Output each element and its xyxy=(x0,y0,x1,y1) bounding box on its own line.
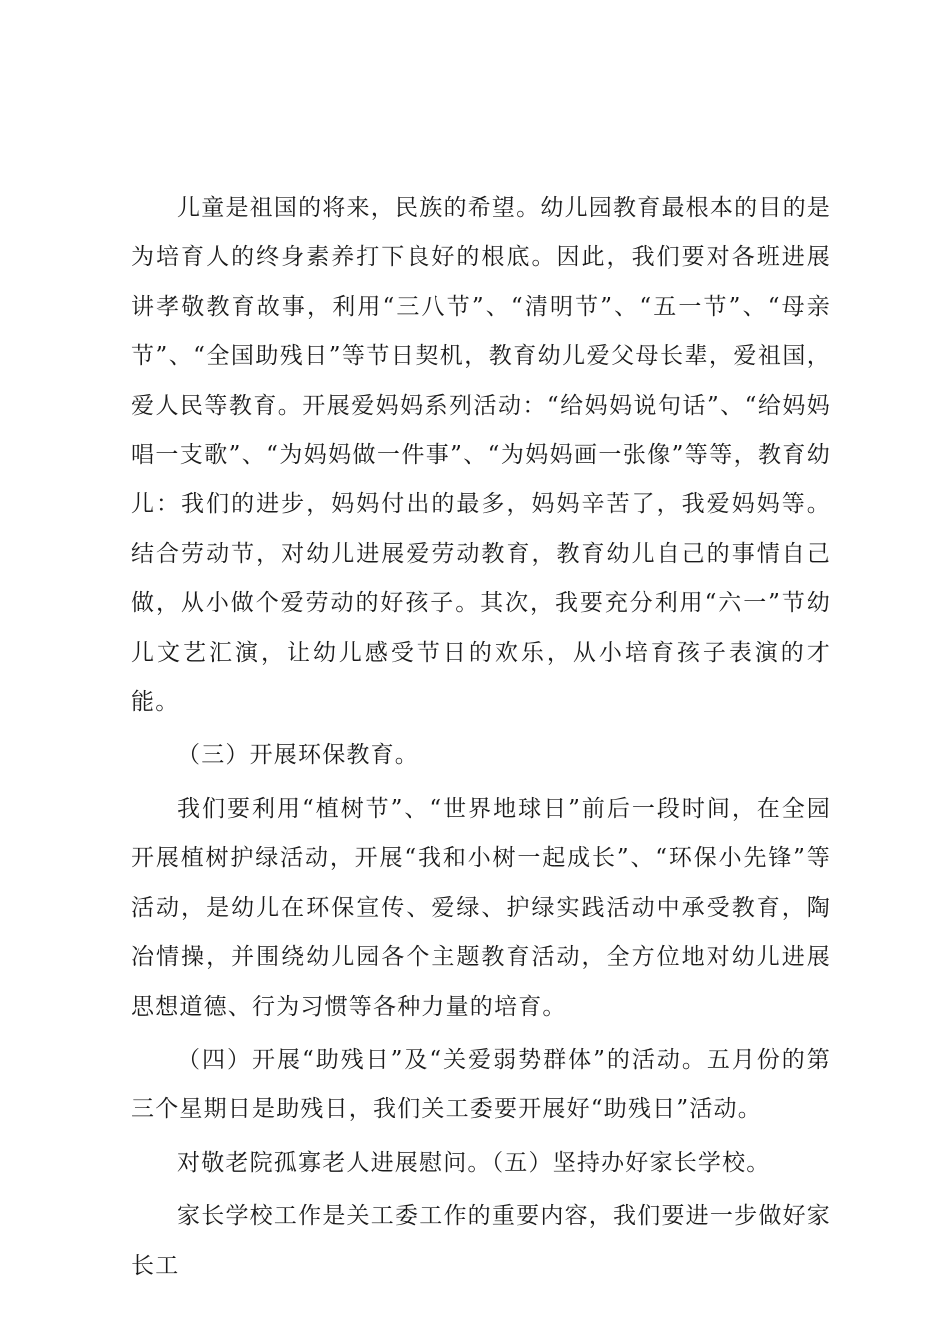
heading-environmental-education: （三）开展环保教育。 xyxy=(177,742,419,769)
paragraph-elderly-visit-parent-school: 对敬老院孤寡老人进展慰问。（五）坚持办好家长学校。 xyxy=(177,1149,771,1176)
paragraph-patriotism-education: 儿童是祖国的将来，民族的希望。幼儿园教育最根本的目的是为培育人的终身素养打下良好的根底。因此，我们要对各班进展讲孝敬教育故事，利用“三八节”、“清明节”、“五一节”、“母亲节”、“全国助残日”等节日契机，教育幼儿爱父母长辈，爱祖国，爱人民等教育。开展爱妈妈系列活动：“给妈妈说句话”、“给妈妈唱一支歌”、“为妈妈做一件事”、“为妈妈画一张像”等等，教育幼儿：我们的进步，妈妈付出的最多，妈妈辛苦了，我爱妈妈等。结合劳动节，对幼儿进展爱劳动教育，教育幼儿自己的事情自己做，从小做个爱劳动的好孩子。其次，我要充分利用“六一”节幼儿文艺汇演，让幼儿感受节日的欢乐，从小培育孩子表演的才能。 xyxy=(131,195,831,716)
paragraph-disability-day: （四）开展“助残日”及“关爱弱势群体”的活动。五月份的第三个星期日是助残日，我们关工委要开展好“助残日”活动。 xyxy=(131,1046,831,1123)
paragraph-parent-school-work: 家长学校工作是关工委工作的重要内容，我们要进一步做好家长工 xyxy=(131,1203,831,1279)
document-body xyxy=(131,184,831,1295)
paragraph-environmental-activities: 我们要利用“植树节”、“世界地球日”前后一段时间，在全园开展植树护绿活动，开展“我和小树一起成长”、“环保小先锋”等活动，是幼儿在环保宣传、爱绿、护绿实践活动中承受教育，陶冶情操，并围绕幼儿园各个主题教育活动，全方位地对幼儿进展思想道德、行为习惯等各种力量的培育。 xyxy=(131,795,831,1020)
